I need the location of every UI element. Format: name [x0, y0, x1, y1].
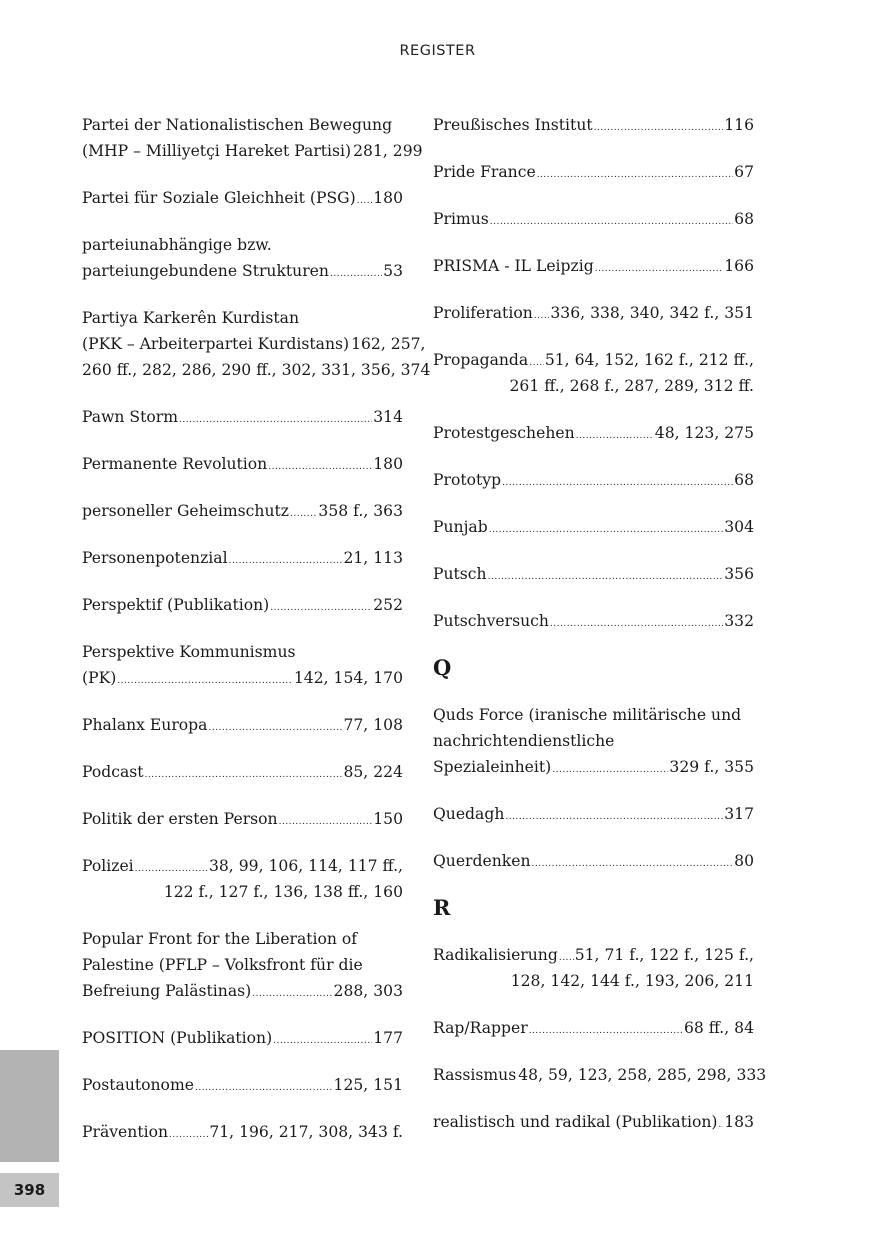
entry-pages: 304: [724, 518, 754, 536]
dot-leader: [595, 253, 724, 279]
entry-leader-line: [433, 514, 754, 540]
entry-pages: 48, 59, 123, 258, 285, 298, 333: [518, 1066, 767, 1084]
entry-text-line: Palestine (PFLP – Volksfront für die: [82, 956, 363, 974]
entry-leader-line: [82, 451, 403, 477]
index-entry: [433, 942, 754, 994]
entry-leader-line: [433, 801, 754, 827]
entry-term: Pride France: [433, 163, 536, 181]
entry-term: Preußisches Institut: [433, 116, 593, 134]
dot-leader: [117, 665, 293, 691]
entry-leader-line: [82, 978, 403, 1004]
dot-leader: [179, 404, 372, 430]
entry-term: Rassismus: [433, 1066, 517, 1084]
index-entry: [433, 467, 754, 493]
index-entry: [433, 253, 754, 279]
dot-leader: [268, 451, 372, 477]
entry-pages: 358 f., 363: [318, 502, 403, 520]
index-entry: [433, 347, 754, 399]
entry-leader-line: [82, 1025, 403, 1051]
index-entry: [82, 185, 403, 211]
entry-term: Befreiung Palästinas): [82, 982, 252, 1000]
entry-leader-line: [433, 206, 754, 232]
index-entry: [82, 305, 431, 383]
entry-leader-line: [82, 1072, 403, 1098]
index-entry: [433, 206, 754, 232]
entry-pages: 80: [734, 852, 754, 870]
entry-text-line: Partei der Nationalistischen Bewegung: [82, 116, 393, 134]
entry-leader-line: [433, 1015, 754, 1041]
dot-leader: [252, 978, 332, 1004]
entry-term: Phalanx Europa: [82, 716, 208, 734]
index-entry: [82, 545, 403, 571]
entry-leader-line: [433, 1109, 754, 1135]
entry-term: (PKK – Arbeiterpartei Kurdistans): [82, 335, 350, 353]
dot-leader: [576, 420, 654, 446]
index-entry: [82, 1072, 403, 1098]
entry-text-line: nachrichtendienstliche: [433, 732, 615, 750]
index-entry: [433, 561, 754, 587]
entry-pages: 21, 113: [343, 549, 403, 567]
dot-leader: [273, 1025, 372, 1051]
entry-term: Proliferation: [433, 304, 533, 322]
entry-term: realistisch und radikal (Publikation): [433, 1113, 718, 1131]
dot-leader: [195, 1072, 333, 1098]
entry-pages: 51, 71 f., 122 f., 125 f.,: [574, 946, 754, 964]
entry-term: Personenpotenzial: [82, 549, 228, 567]
entry-leader-line: [433, 467, 754, 493]
entry-term: Permanente Revolution: [82, 455, 268, 473]
entry-term: Politik der ersten Person: [82, 810, 278, 828]
entry-term: Protestgeschehen: [433, 424, 575, 442]
dot-leader: [490, 206, 733, 232]
dot-leader: [529, 347, 544, 373]
entry-pages: 162, 257,: [351, 335, 426, 353]
entry-leader-line: [433, 942, 754, 968]
entry-pages: 142, 154, 170: [293, 669, 403, 687]
entry-leader-line: [433, 1062, 767, 1088]
entry-pages: 183: [724, 1113, 754, 1131]
dot-leader: [718, 1109, 723, 1135]
index-entry: [82, 712, 403, 738]
entry-term: Rap/Rapper: [433, 1019, 528, 1037]
index-entry: [82, 451, 403, 477]
entry-leader-line: [433, 561, 754, 587]
entry-pages: 281, 299: [353, 142, 423, 160]
index-entry: [82, 232, 403, 284]
index-entry: [82, 639, 403, 691]
margin-tab: [0, 1050, 59, 1162]
entry-pages: 68 ff., 84: [683, 1019, 754, 1037]
entry-pages: 71, 196, 217, 308, 343 f.: [209, 1123, 403, 1141]
section-p-entries: [433, 112, 754, 634]
entry-leader-line: [433, 347, 754, 373]
entry-term: Quedagh: [433, 805, 505, 823]
index-entry: [433, 420, 754, 446]
index-entry: [433, 801, 754, 827]
entry-leader-line: [82, 404, 403, 430]
entry-pages: 116: [724, 116, 754, 134]
dot-leader: [135, 853, 208, 879]
entry-term: (PK): [82, 669, 117, 687]
dot-leader: [550, 608, 723, 634]
entry-text-line: Partiya Karkerên Kurdistan: [82, 309, 300, 327]
entry-pages: 85, 224: [343, 763, 403, 781]
index-entry: [433, 1015, 754, 1041]
entry-pages: 125, 151: [333, 1076, 403, 1094]
index-entry: [82, 1025, 403, 1051]
entry-leader-line: [433, 420, 754, 446]
entry-text-line: parteiunabhängige bzw.: [82, 236, 272, 254]
entry-term: POSITION (Publikation): [82, 1029, 273, 1047]
dot-leader: [534, 300, 550, 326]
entry-pages: 336, 338, 340, 342 f., 351: [550, 304, 754, 322]
dot-leader: [145, 759, 343, 785]
entry-leader-line: [82, 545, 403, 571]
entry-pages-continued: 122 f., 127 f., 136, 138 ff., 160: [163, 883, 403, 901]
entry-term: Polizei: [82, 857, 134, 875]
entry-term: Primus: [433, 210, 489, 228]
entry-term: Querdenken: [433, 852, 531, 870]
entry-leader-line: [433, 159, 754, 185]
entry-leader-line: [433, 253, 754, 279]
section-letter-q: Q: [433, 655, 452, 680]
entry-term: Propaganda: [433, 351, 529, 369]
entry-term: Radikalisierung: [433, 946, 558, 964]
entry-text-line: Quds Force (iranische militärische und: [433, 706, 742, 724]
dot-leader: [537, 159, 733, 185]
index-entry: [433, 702, 754, 780]
entry-term: personeller Geheimschutz: [82, 502, 289, 520]
page-number: 398: [0, 1173, 59, 1207]
entry-pages: 356: [724, 565, 754, 583]
dot-leader: [529, 1015, 683, 1041]
entry-pages: 68: [734, 210, 754, 228]
index-entry: [82, 853, 403, 905]
index-entry: [433, 514, 754, 540]
index-entry: [433, 848, 754, 874]
index-entry: [82, 926, 403, 1004]
entry-pages: 77, 108: [343, 716, 403, 734]
index-entry: [82, 592, 403, 618]
entry-term: Partei für Soziale Gleichheit (PSG): [82, 189, 356, 207]
entry-pages: 53: [383, 262, 403, 280]
dot-leader: [552, 754, 668, 780]
dot-leader: [559, 942, 574, 968]
index-entry: [82, 404, 403, 430]
entry-pages-continued: 261 ff., 268 f., 287, 289, 312 ff.: [509, 377, 754, 395]
entry-term: Perspektif (Publikation): [82, 596, 270, 614]
entry-pages: 51, 64, 152, 162 f., 212 ff.,: [544, 351, 754, 369]
entry-pages: 177: [373, 1029, 403, 1047]
entry-leader-line: [82, 258, 403, 284]
entry-pages: 180: [373, 455, 403, 473]
index-entry: [433, 159, 754, 185]
entry-leader-line: [82, 592, 403, 618]
entry-term: Postautonome: [82, 1076, 194, 1094]
entry-pages-continued: 128, 142, 144 f., 193, 206, 211: [510, 972, 754, 990]
entry-term: (MHP – Milliyetçi Hareket Partisi): [82, 142, 352, 160]
index-entry: [433, 1109, 754, 1135]
entry-pages: 288, 303: [333, 982, 403, 1000]
entry-pages: 332: [724, 612, 754, 630]
entry-leader-line: [82, 853, 403, 879]
index-entry: [82, 806, 403, 832]
entry-leader-line: [82, 712, 403, 738]
entry-pages: 67: [734, 163, 754, 181]
entry-text-line: Popular Front for the Liberation of: [82, 930, 358, 948]
entry-leader-line: [82, 498, 403, 524]
index-entry: [82, 1119, 403, 1145]
entry-term: Prävention: [82, 1123, 169, 1141]
index-column-left: [82, 112, 431, 1166]
index-entry: [433, 608, 754, 634]
dot-leader: [229, 545, 343, 571]
entry-leader-line: [433, 300, 754, 326]
entry-term: Putschversuch: [433, 612, 549, 630]
dot-leader: [270, 592, 372, 618]
entry-term: Punjab: [433, 518, 488, 536]
index-entry: [82, 498, 403, 524]
entry-pages: 150: [373, 810, 403, 828]
entry-leader-line: [82, 138, 423, 164]
entry-pages: 166: [724, 257, 754, 275]
entry-leader-line: [433, 754, 754, 780]
entry-leader-line: [433, 848, 754, 874]
entry-pages: 252: [373, 596, 403, 614]
dot-leader: [330, 258, 382, 284]
entry-term: PRISMA - IL Leipzig: [433, 257, 594, 275]
entry-term: parteiungebundene Strukturen: [82, 262, 329, 280]
entry-pages: 68: [734, 471, 754, 489]
entry-text-line: Perspektive Kommunismus: [82, 643, 296, 661]
dot-leader: [502, 467, 733, 493]
entry-leader-line: [433, 608, 754, 634]
dot-leader: [169, 1119, 208, 1145]
entry-pages: 329 f., 355: [669, 758, 754, 776]
section-letter-r: R: [433, 895, 451, 920]
entry-term: Pawn Storm: [82, 408, 179, 426]
entry-term: Putsch: [433, 565, 487, 583]
dot-leader: [505, 801, 723, 827]
entry-leader-line: [82, 331, 426, 357]
dot-leader: [279, 806, 373, 832]
dot-leader: [594, 112, 724, 138]
section-r-entries: [433, 942, 767, 1135]
entry-leader-line: [82, 665, 403, 691]
index-entry: [82, 759, 403, 785]
entry-pages: 180: [373, 189, 403, 207]
entry-leader-line: [82, 759, 403, 785]
entry-leader-line: [82, 1119, 403, 1145]
entry-pages-continued: 260 ff., 282, 286, 290 ff., 302, 331, 356, 374: [82, 361, 431, 379]
index-entry: [433, 300, 754, 326]
index-entry: [433, 1062, 767, 1088]
running-header: REGISTER: [399, 43, 476, 59]
dot-leader: [290, 498, 317, 524]
dot-leader: [488, 561, 724, 587]
entry-pages: 38, 99, 106, 114, 117 ff.,: [208, 857, 403, 875]
section-q-entries: [433, 702, 754, 874]
entry-term: Prototyp: [433, 471, 502, 489]
entry-leader-line: [433, 112, 754, 138]
index-column-right: [433, 112, 767, 1156]
entry-leader-line: [82, 185, 403, 211]
dot-leader: [489, 514, 724, 540]
entry-term: Spezialeinheit): [433, 758, 552, 776]
entry-leader-line: [82, 806, 403, 832]
dot-leader: [531, 848, 733, 874]
dot-leader: [357, 185, 373, 211]
entry-pages: 48, 123, 275: [654, 424, 754, 442]
index-entry: [433, 112, 754, 138]
entry-pages: 314: [373, 408, 403, 426]
entry-pages: 317: [724, 805, 754, 823]
index-entry: [82, 112, 423, 164]
entry-term: Podcast: [82, 763, 144, 781]
dot-leader: [208, 712, 342, 738]
